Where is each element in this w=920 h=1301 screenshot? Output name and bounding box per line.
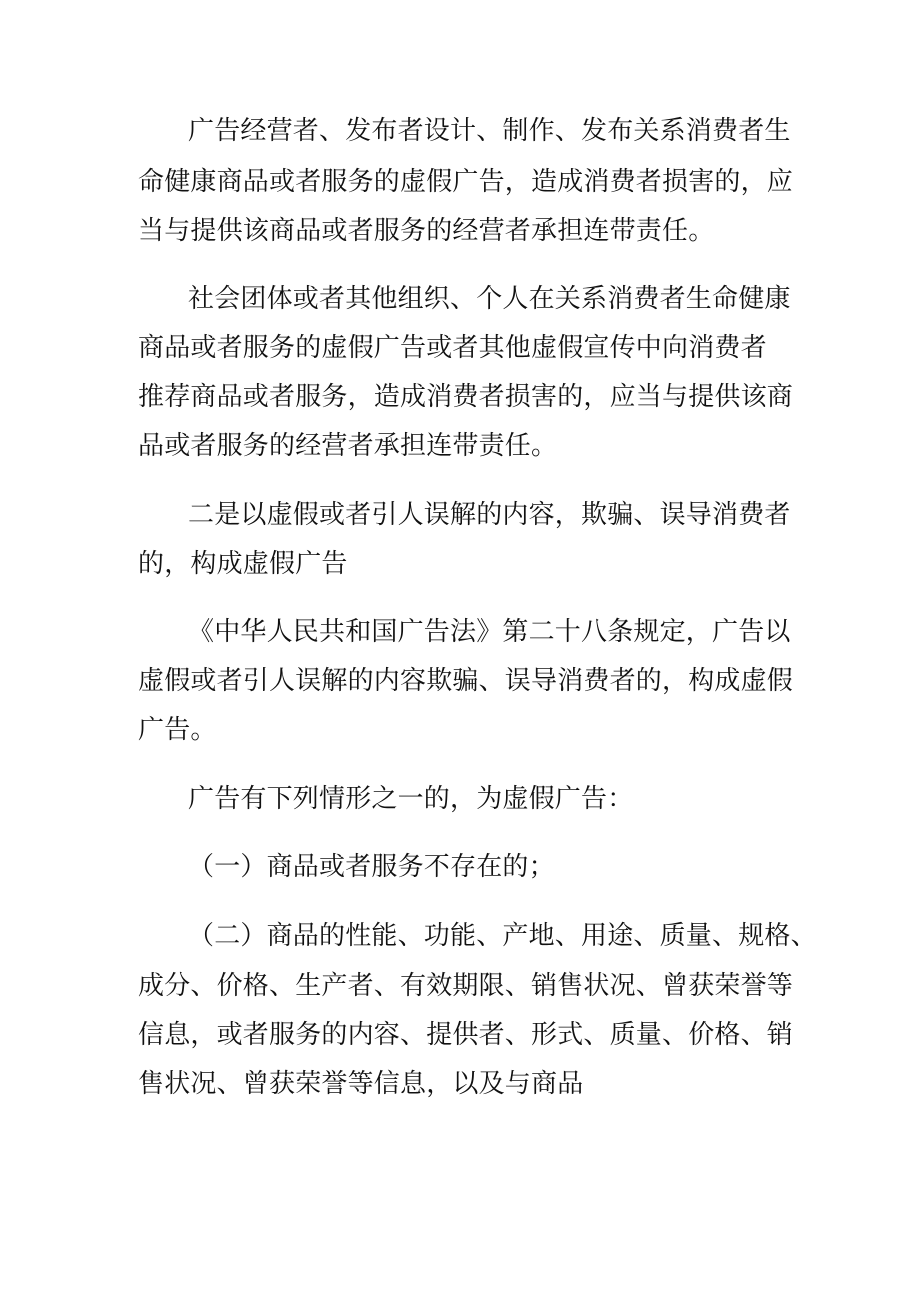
- paragraph-line: 售状况、曾获荣誉等信息，以及与商品: [138, 1069, 584, 1099]
- paragraph-line: （二）商品的性能、功能、产地、用途、质量、规格、: [188, 921, 817, 951]
- paragraph-line: 广告有下列情形之一的，为虚假广告：: [188, 784, 634, 814]
- paragraph-line: 二是以虚假或者引人误解的内容，欺骗、误导消费者: [188, 500, 791, 530]
- paragraph-line: 虚假或者引人误解的内容欺骗、误导消费者的，构成虚假: [138, 666, 794, 696]
- paragraph-line: 商品或者服务的虚假广告或者其他虚假宣传中向消费者: [138, 333, 767, 363]
- paragraph-line: （一）商品或者服务不存在的；: [188, 852, 555, 882]
- paragraph-line: 命健康商品或者服务的虚假广告，造成消费者损害的，应: [138, 167, 794, 197]
- paragraph-line: 《中华人民共和国广告法》第二十八条规定，广告以: [188, 617, 791, 647]
- paragraph-line: 广告。: [138, 715, 217, 745]
- paragraph-line: 成分、价格、生产者、有效期限、销售状况、曾获荣誉等: [138, 971, 794, 1001]
- paragraph-line: 推荐商品或者服务，造成消费者损害的，应当与提供该商: [138, 382, 794, 412]
- paragraph-line: 的，构成虚假广告: [138, 549, 348, 579]
- paragraph-line: 品或者服务的经营者承担连带责任。: [138, 431, 558, 461]
- paragraph-line: 当与提供该商品或者服务的经营者承担连带责任。: [138, 216, 715, 246]
- paragraph-line: 信息，或者服务的内容、提供者、形式、质量、价格、销: [138, 1020, 794, 1050]
- paragraph-line: 广告经营者、发布者设计、制作、发布关系消费者生: [188, 116, 791, 146]
- paragraph-line: 社会团体或者其他组织、个人在关系消费者生命健康: [188, 284, 791, 314]
